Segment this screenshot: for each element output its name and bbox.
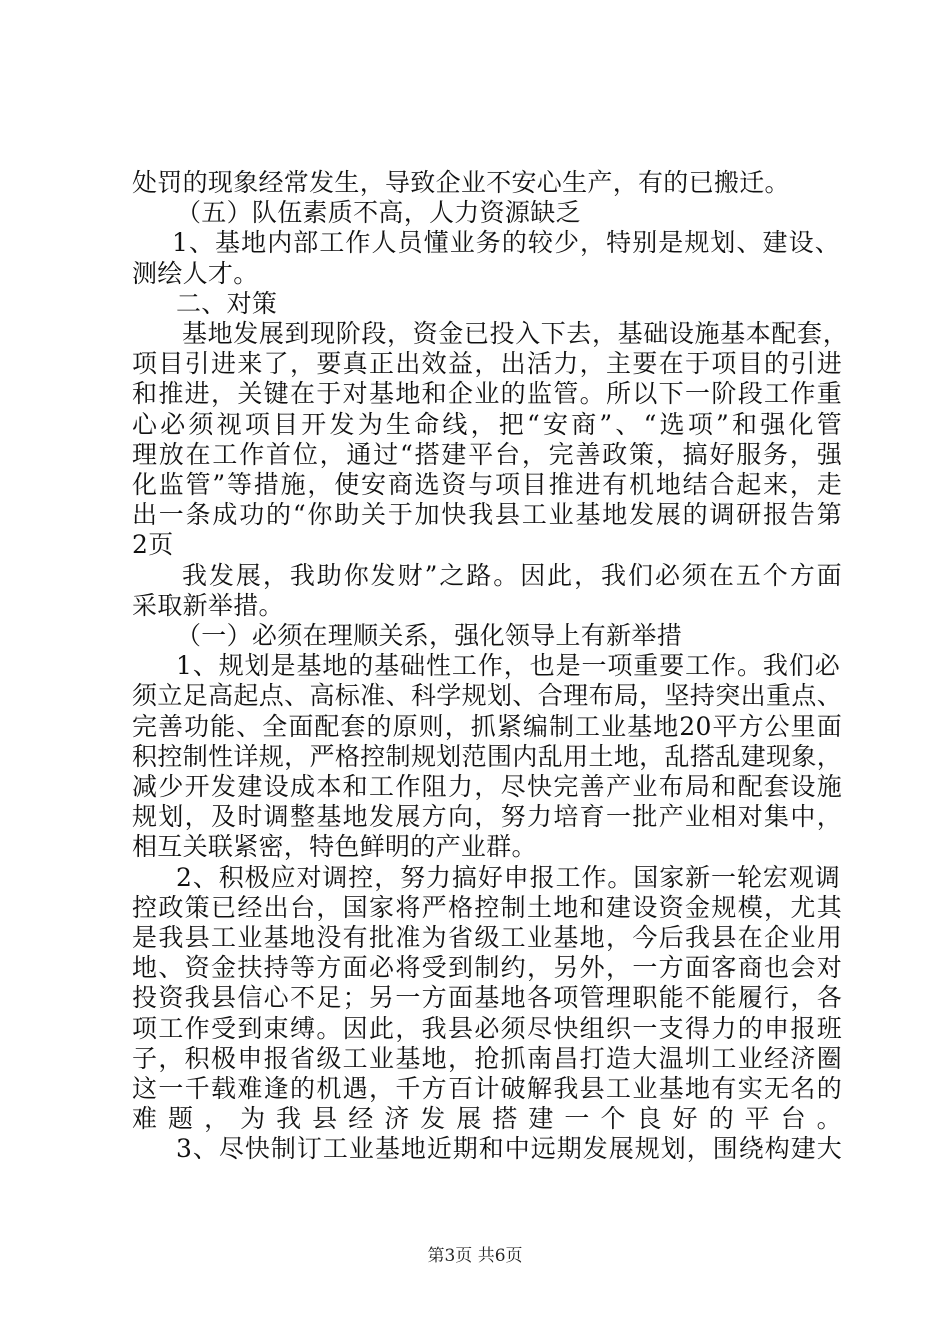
text-line: 投资我县信心不足；另一方面基地各项管理职能不能履行，各 (132, 983, 842, 1013)
section-heading: （一）必须在理顺关系，强化领导上有新举措 (176, 621, 683, 650)
text-line: 相互关联紧密，特色鲜明的产业群。 (132, 832, 537, 862)
text-line: 是我县工业基地没有批准为省级工业基地，今后我县在企业用 (132, 923, 842, 952)
text-line: 积控制性详规，严格控制规划范围内乱用土地，乱搭乱建现象， (132, 741, 842, 771)
text-line: 我发展，我助你发财”之路。因此，我们必须在五个方面 (182, 560, 842, 590)
text-line: 控政策已经出台，国家将严格控制土地和建设资金规模，尤其 (132, 892, 842, 922)
text-line: 完善功能、全面配套的原则，抓紧编制工业基地20平方公里面 (132, 711, 842, 741)
text-line: 1、基地内部工作人员懂业务的较少，特别是规划、建设、 (172, 228, 840, 258)
text-line: 地、资金扶持等方面必将受到制约，另外，一方面客商也会对 (132, 953, 842, 983)
text-line: 出一条成功的“你助关于加快我县工业基地发展的调研报告第 (132, 500, 842, 530)
text-line: 测绘人才。 (132, 258, 259, 288)
text-line: 3、尽快制订工业基地近期和中远期发展规划，围绕构建大 (176, 1134, 842, 1164)
text-line: 须立足高起点、高标准、科学规划、合理布局，坚持突出重点、 (132, 681, 842, 711)
text-line: 采取新举措。 (132, 590, 284, 620)
text-line: 和推进，关键在于对基地和企业的监管。所以下一阶段工作重 (132, 379, 842, 409)
text-line: 2、积极应对调控，努力搞好申报工作。国家新一轮宏观调 (176, 862, 840, 892)
text-line: 2页 (132, 530, 174, 560)
text-line: 子，积极申报省级工业基地，抢抓南昌打造大温圳工业经济圈 (132, 1043, 842, 1073)
text-line: 基地发展到现阶段，资金已投入下去，基础设施基本配套， (182, 319, 848, 348)
text-line: 规划，及时调整基地发展方向，努力培育一批产业相对集中， (132, 802, 842, 832)
text-line: 理放在工作首位，通过“搭建平台，完善政策，搞好服务，强 (132, 439, 842, 469)
text-line: 这一千载难逢的机遇，千方百计破解我县工业基地有实无名的 (132, 1074, 842, 1103)
text-line: 1、规划是基地的基础性工作，也是一项重要工作。我们必 (176, 651, 840, 681)
section-heading: （五）队伍素质不高，人力资源缺乏 (176, 198, 581, 228)
text-line: 处罚的现象经常发生，导致企业不安心生产，有的已搬迁。 (132, 168, 790, 197)
section-heading: 二、对策 (176, 288, 278, 318)
text-line: 化监管”等措施，使安商选资与项目推进有机地结合起来，走 (132, 470, 842, 499)
text-line: 项目引进来了，要真正出效益，出活力，主要在于项目的引进 (132, 349, 842, 379)
text-line: 减少开发建设成本和工作阻力，尽快完善产业布局和配套设施 (132, 772, 842, 801)
text-line: 难题，为我县经济发展搭建一个良好的平台。 (132, 1104, 842, 1134)
text-line: 项工作受到束缚。因此，我县必须尽快组织一支得力的申报班 (132, 1013, 842, 1043)
text-line: 心必须视项目开发为生命线，把“安商”、“选项”和强化管 (132, 409, 842, 439)
page-footer: 第3页 共6页 (427, 1246, 523, 1266)
